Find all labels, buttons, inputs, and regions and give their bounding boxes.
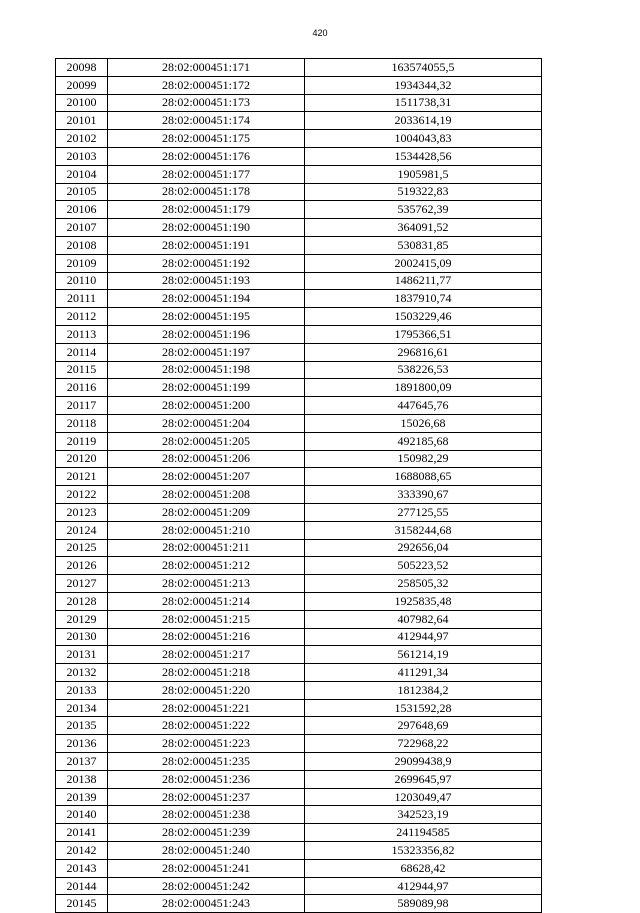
row-number-cell: 20116 <box>56 379 108 397</box>
row-number-cell: 20108 <box>56 236 108 254</box>
table-row <box>56 59 542 77</box>
cadastral-number-cell: 28:02:000451:177 <box>108 165 305 183</box>
table-row <box>56 183 542 201</box>
value-cell: 15026,68 <box>305 414 542 432</box>
value-cell: 277125,55 <box>305 503 542 521</box>
value-cell: 342523,19 <box>305 806 542 824</box>
row-number-cell: 20112 <box>56 308 108 326</box>
value-cell: 1905981,5 <box>305 165 542 183</box>
table-row <box>56 236 542 254</box>
row-number-cell: 20103 <box>56 147 108 165</box>
row-number-cell: 20123 <box>56 503 108 521</box>
value-cell: 561214,19 <box>305 646 542 664</box>
value-cell: 411291,34 <box>305 664 542 682</box>
cadastral-number-cell: 28:02:000451:204 <box>108 414 305 432</box>
value-cell: 1486211,77 <box>305 272 542 290</box>
table-row <box>56 219 542 237</box>
table-body <box>56 59 542 913</box>
table-row <box>56 201 542 219</box>
value-cell: 535762,39 <box>305 201 542 219</box>
value-cell: 505223,52 <box>305 557 542 575</box>
table-row <box>56 503 542 521</box>
value-cell: 258505,32 <box>305 575 542 593</box>
row-number-cell: 20125 <box>56 539 108 557</box>
value-cell: 722968,22 <box>305 735 542 753</box>
cadastral-number-cell: 28:02:000451:175 <box>108 130 305 148</box>
row-number-cell: 20124 <box>56 521 108 539</box>
row-number-cell: 20120 <box>56 450 108 468</box>
row-number-cell: 20100 <box>56 94 108 112</box>
value-cell: 447645,76 <box>305 397 542 415</box>
cadastral-number-cell: 28:02:000451:237 <box>108 788 305 806</box>
table-row <box>56 557 542 575</box>
table-row <box>56 468 542 486</box>
value-cell: 412944,97 <box>305 628 542 646</box>
row-number-cell: 20101 <box>56 112 108 130</box>
cadastral-number-cell: 28:02:000451:172 <box>108 76 305 94</box>
value-cell: 1503229,46 <box>305 308 542 326</box>
table-row <box>56 165 542 183</box>
value-cell: 1795366,51 <box>305 325 542 343</box>
row-number-cell: 20126 <box>56 557 108 575</box>
row-number-cell: 20136 <box>56 735 108 753</box>
row-number-cell: 20142 <box>56 842 108 860</box>
row-number-cell: 20134 <box>56 699 108 717</box>
value-cell: 364091,52 <box>305 219 542 237</box>
cadastral-number-cell: 28:02:000451:235 <box>108 753 305 771</box>
cadastral-number-cell: 28:02:000451:191 <box>108 236 305 254</box>
value-cell: 1925835,48 <box>305 592 542 610</box>
table-row <box>56 859 542 877</box>
cadastral-number-cell: 28:02:000451:208 <box>108 486 305 504</box>
cadastral-number-cell: 28:02:000451:218 <box>108 664 305 682</box>
row-number-cell: 20145 <box>56 895 108 913</box>
table-row <box>56 325 542 343</box>
table-row <box>56 628 542 646</box>
row-number-cell: 20143 <box>56 859 108 877</box>
table-row <box>56 254 542 272</box>
row-number-cell: 20132 <box>56 664 108 682</box>
row-number-cell: 20099 <box>56 76 108 94</box>
cadastral-number-cell: 28:02:000451:220 <box>108 681 305 699</box>
table-row <box>56 699 542 717</box>
row-number-cell: 20121 <box>56 468 108 486</box>
value-cell: 1203049,47 <box>305 788 542 806</box>
row-number-cell: 20114 <box>56 343 108 361</box>
table-row <box>56 343 542 361</box>
row-number-cell: 20115 <box>56 361 108 379</box>
value-cell: 1004043,83 <box>305 130 542 148</box>
row-number-cell: 20138 <box>56 770 108 788</box>
table-row <box>56 753 542 771</box>
row-number-cell: 20118 <box>56 414 108 432</box>
value-cell: 1934344,32 <box>305 76 542 94</box>
cadastral-number-cell: 28:02:000451:213 <box>108 575 305 593</box>
cadastral-number-cell: 28:02:000451:193 <box>108 272 305 290</box>
value-cell: 530831,85 <box>305 236 542 254</box>
table-row <box>56 806 542 824</box>
cadastral-number-cell: 28:02:000451:173 <box>108 94 305 112</box>
cadastral-number-cell: 28:02:000451:243 <box>108 895 305 913</box>
table-row <box>56 290 542 308</box>
cadastral-number-cell: 28:02:000451:214 <box>108 592 305 610</box>
cadastral-number-cell: 28:02:000451:176 <box>108 147 305 165</box>
row-number-cell: 20129 <box>56 610 108 628</box>
row-number-cell: 20127 <box>56 575 108 593</box>
table-row <box>56 112 542 130</box>
cadastral-number-cell: 28:02:000451:199 <box>108 379 305 397</box>
table-row <box>56 735 542 753</box>
value-cell: 412944,97 <box>305 877 542 895</box>
cadastral-number-cell: 28:02:000451:178 <box>108 183 305 201</box>
table-row <box>56 272 542 290</box>
value-cell: 2033614,19 <box>305 112 542 130</box>
row-number-cell: 20111 <box>56 290 108 308</box>
row-number-cell: 20144 <box>56 877 108 895</box>
row-number-cell: 20113 <box>56 325 108 343</box>
cadastral-number-cell: 28:02:000451:211 <box>108 539 305 557</box>
value-cell: 15323356,82 <box>305 842 542 860</box>
value-cell: 29099438,9 <box>305 753 542 771</box>
cadastral-number-cell: 28:02:000451:239 <box>108 824 305 842</box>
row-number-cell: 20102 <box>56 130 108 148</box>
row-number-cell: 20106 <box>56 201 108 219</box>
value-cell: 519322,83 <box>305 183 542 201</box>
row-number-cell: 20122 <box>56 486 108 504</box>
value-cell: 1511738,31 <box>305 94 542 112</box>
cadastral-number-cell: 28:02:000451:210 <box>108 521 305 539</box>
table-row <box>56 94 542 112</box>
table-row <box>56 575 542 593</box>
table-row <box>56 877 542 895</box>
cadastral-number-cell: 28:02:000451:215 <box>108 610 305 628</box>
cadastral-number-cell: 28:02:000451:242 <box>108 877 305 895</box>
value-cell: 538226,53 <box>305 361 542 379</box>
cadastral-number-cell: 28:02:000451:216 <box>108 628 305 646</box>
cadastral-number-cell: 28:02:000451:236 <box>108 770 305 788</box>
table-row <box>56 361 542 379</box>
cadastral-number-cell: 28:02:000451:223 <box>108 735 305 753</box>
table-row <box>56 610 542 628</box>
value-cell: 492185,68 <box>305 432 542 450</box>
row-number-cell: 20128 <box>56 592 108 610</box>
value-cell: 2002415,09 <box>305 254 542 272</box>
row-number-cell: 20135 <box>56 717 108 735</box>
row-number-cell: 20131 <box>56 646 108 664</box>
value-cell: 68628,42 <box>305 859 542 877</box>
value-cell: 333390,67 <box>305 486 542 504</box>
cadastral-number-cell: 28:02:000451:205 <box>108 432 305 450</box>
table-row <box>56 842 542 860</box>
table-row <box>56 130 542 148</box>
row-number-cell: 20133 <box>56 681 108 699</box>
row-number-cell: 20109 <box>56 254 108 272</box>
value-cell: 296816,61 <box>305 343 542 361</box>
row-number-cell: 20119 <box>56 432 108 450</box>
cadastral-number-cell: 28:02:000451:222 <box>108 717 305 735</box>
cadastral-number-cell: 28:02:000451:206 <box>108 450 305 468</box>
row-number-cell: 20139 <box>56 788 108 806</box>
table-row <box>56 308 542 326</box>
cadastral-number-cell: 28:02:000451:195 <box>108 308 305 326</box>
table-row <box>56 147 542 165</box>
cadastral-number-cell: 28:02:000451:209 <box>108 503 305 521</box>
row-number-cell: 20130 <box>56 628 108 646</box>
table-row <box>56 521 542 539</box>
cadastral-number-cell: 28:02:000451:194 <box>108 290 305 308</box>
cadastral-number-cell: 28:02:000451:238 <box>108 806 305 824</box>
table-row <box>56 770 542 788</box>
row-number-cell: 20140 <box>56 806 108 824</box>
cadastral-number-cell: 28:02:000451:212 <box>108 557 305 575</box>
cadastral-number-cell: 28:02:000451:198 <box>108 361 305 379</box>
table-row <box>56 646 542 664</box>
row-number-cell: 20110 <box>56 272 108 290</box>
value-cell: 1688088,65 <box>305 468 542 486</box>
value-cell: 292656,04 <box>305 539 542 557</box>
table-row <box>56 539 542 557</box>
table-row <box>56 895 542 913</box>
table-row <box>56 486 542 504</box>
table-row <box>56 681 542 699</box>
cadastral-number-cell: 28:02:000451:171 <box>108 59 305 77</box>
table-row <box>56 450 542 468</box>
cadastral-number-cell: 28:02:000451:190 <box>108 219 305 237</box>
table-row <box>56 397 542 415</box>
value-cell: 589089,98 <box>305 895 542 913</box>
value-cell: 2699645,97 <box>305 770 542 788</box>
cadastral-number-cell: 28:02:000451:179 <box>108 201 305 219</box>
cadastral-number-cell: 28:02:000451:217 <box>108 646 305 664</box>
cadastral-number-cell: 28:02:000451:221 <box>108 699 305 717</box>
cadastral-number-cell: 28:02:000451:240 <box>108 842 305 860</box>
table-row <box>56 788 542 806</box>
row-number-cell: 20104 <box>56 165 108 183</box>
cadastral-number-cell: 28:02:000451:200 <box>108 397 305 415</box>
value-cell: 150982,29 <box>305 450 542 468</box>
table-row <box>56 432 542 450</box>
table-row <box>56 592 542 610</box>
value-cell: 241194585 <box>305 824 542 842</box>
cadastral-number-cell: 28:02:000451:174 <box>108 112 305 130</box>
row-number-cell: 20107 <box>56 219 108 237</box>
row-number-cell: 20141 <box>56 824 108 842</box>
value-cell: 1812384,2 <box>305 681 542 699</box>
table-row <box>56 824 542 842</box>
cadastral-number-cell: 28:02:000451:207 <box>108 468 305 486</box>
cadastral-number-cell: 28:02:000451:197 <box>108 343 305 361</box>
table-row <box>56 76 542 94</box>
page-number: 420 <box>312 28 328 38</box>
row-number-cell: 20105 <box>56 183 108 201</box>
cadastral-number-cell: 28:02:000451:196 <box>108 325 305 343</box>
value-cell: 407982,64 <box>305 610 542 628</box>
value-cell: 1534428,56 <box>305 147 542 165</box>
cadastral-value-table <box>55 58 542 913</box>
value-cell: 163574055,5 <box>305 59 542 77</box>
value-cell: 1891800,09 <box>305 379 542 397</box>
value-cell: 1531592,28 <box>305 699 542 717</box>
table-row <box>56 379 542 397</box>
table-row <box>56 414 542 432</box>
row-number-cell: 20137 <box>56 753 108 771</box>
table-row <box>56 717 542 735</box>
value-cell: 1837910,74 <box>305 290 542 308</box>
row-number-cell: 20117 <box>56 397 108 415</box>
cadastral-number-cell: 28:02:000451:192 <box>108 254 305 272</box>
cadastral-number-cell: 28:02:000451:241 <box>108 859 305 877</box>
value-cell: 3158244,68 <box>305 521 542 539</box>
row-number-cell: 20098 <box>56 59 108 77</box>
value-cell: 297648,69 <box>305 717 542 735</box>
table-row <box>56 664 542 682</box>
